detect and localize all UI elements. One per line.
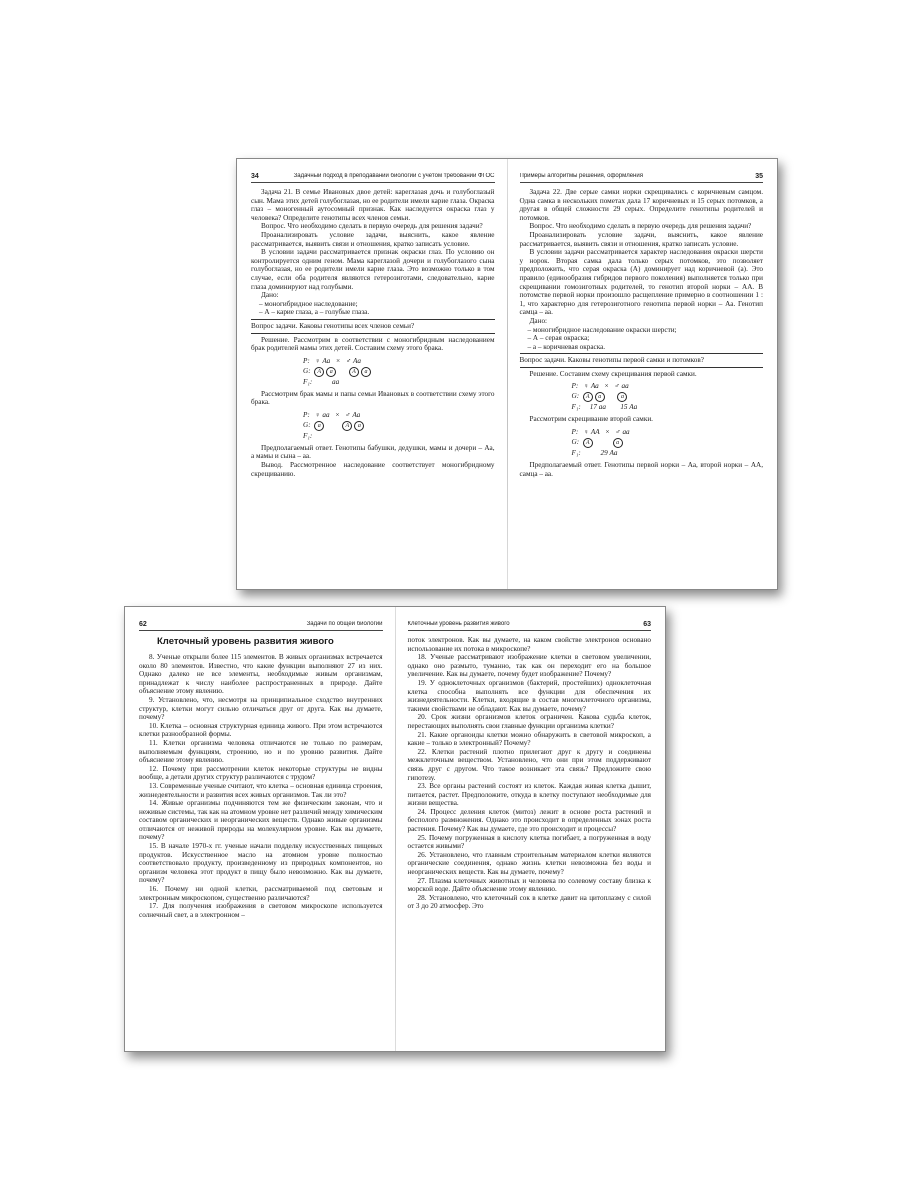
running-head-title: Клеточный уровень развития живого bbox=[407, 621, 510, 627]
page-34 bbox=[237, 159, 507, 589]
page-text bbox=[251, 188, 495, 478]
scheme-offspring: F₁: bbox=[303, 431, 313, 440]
task-question: Вопрос задачи. Каковы генотипы первой самки и потомков? bbox=[519, 356, 704, 365]
task-paragraph: 14. Живые организмы подчиняются тем же физическим законам, что и неживые системы, так как на атомном уровне нет различий между химическим составом органических и неорганических веществ. Однако живые организмы отличаются от неживой природы на молекулярном уровне. Как вы думаете, почему? bbox=[139, 799, 383, 842]
task-paragraph: 11. Клетки организма человека отличаются не только по размерам, выполняемым функциям, строению, но и по уровню развития. Дайте объяснение этому явлению. bbox=[139, 738, 383, 765]
task-paragraph: 8. Ученые открыли более 115 элементов. В живых организмах встречается около 80 элементов. Известно, что какие функции выполняют 27 из них. Однако далеко не все элементы, необходимые живым организмам, принадлежат к числу наиболее распространенных в природе. Дайте объяснение этому явлению. bbox=[139, 653, 383, 696]
scheme-parents: P: ♀ АА × ♂ аа bbox=[571, 428, 630, 437]
task-paragraph: Задача 22. Две серые самки норки скрещивались с коричневым самцом. Одна самка в нескольких пометах дала 17 коричневых и 15 серых потомков, а другая в общей сложности 29 серых. Определите генотипы родителей и потомков. bbox=[519, 188, 763, 222]
conclusion-paragraph: Вывод. Рассмотренное наследование соответствует моногибридному скрещиванию. bbox=[251, 461, 495, 478]
scheme-parents: P: ♀ аа × ♂ Аа bbox=[303, 410, 361, 419]
given-list bbox=[520, 326, 764, 352]
text-paragraph: Рассмотрим скрещивание второй самки. bbox=[529, 415, 653, 424]
task-paragraph: 24. Процесс деления клеток (митоз) лежит в основе роста растений и бесполого размножения. Однако это происходит в определенных зонах роста растения. Почему? Как вы думаете, где это происходит и процессы? bbox=[407, 807, 651, 834]
solution-paragraph: Решение. Составим схему скрещивания первой самки. bbox=[529, 369, 697, 378]
scheme-offspring: F₁: 17 аа 15 Аа bbox=[571, 403, 638, 412]
task-paragraph: 17. Для получения изображения в световом микроскопе используется солнечный свет, а в электронном – bbox=[139, 902, 383, 919]
task-paragraph: 18. Ученые рассматривают изображение клетки в световом увеличении, однако оно размыто, туманно, так как он переходит его на большое увеличение. Как вы думаете, почему будет изображение? Почему? bbox=[407, 653, 651, 679]
page-62 bbox=[125, 607, 395, 1051]
answer-paragraph: Предполагаемый ответ. Генотипы первой норки – Аа, второй норки – АА, самца – аа. bbox=[519, 461, 763, 478]
scheme-offspring: F₁: 29 Аа bbox=[571, 449, 618, 458]
page-text bbox=[139, 653, 383, 919]
task-paragraph: Задача 21. В семье Ивановых двое детей: кареглазая дочь и голубоглазый сын. Мама этих детей голубоглазая, но ее родители имели карие глаза. Окраска глаз – моногенный аутосомный признак. Как наследуется окраска глаз у человека? Определите генотипы всех членов семьи. bbox=[251, 188, 495, 222]
running-head-title: Задачи по общей биологии bbox=[306, 621, 383, 627]
task-paragraph: 22. Клетки растений плотно прилегают друг к другу и соединены межклеточным веществом. Установлено, что они при этом поддерживают связь друг с другом. Что такое возникает эта связь? Предложите свою гипотезу. bbox=[407, 747, 651, 782]
book-spread-top bbox=[236, 158, 778, 590]
task-paragraph: 21. Какие органоиды клетки можно обнаружить в световой микроскоп, а какие – только в электронный? Почему? bbox=[407, 730, 651, 748]
task-paragraph: 12. Почему при рассмотрении клеток некоторые структуры не видны вообще, а детали других структур различаются с трудом? bbox=[139, 764, 383, 782]
page-number: 62 bbox=[139, 621, 147, 628]
text-paragraph: Проанализировать условие задачи, выяснить, какое явление рассматривается, выявить связи и отношения, кратко записать условие. bbox=[519, 230, 763, 248]
task-paragraph: 16. Почему ни одной клетки, рассматриваемой под световым и электронным микроскопом, существенно различаются? bbox=[139, 885, 383, 902]
page-35 bbox=[508, 159, 778, 589]
scheme-parents: P: ♀ Аа × ♂ аа bbox=[571, 382, 629, 391]
answer-paragraph: Предполагаемый ответ. Генотипы бабушки, дедушки, мамы и дочери – Аа, а мамы и сына – аа. bbox=[251, 443, 495, 461]
task-paragraph: 10. Клетка – основная структурная единица живого. При этом встречаются клетки разнообразной формы. bbox=[139, 721, 383, 739]
given-item: – а – коричневая окраска. bbox=[528, 343, 764, 352]
divider bbox=[251, 319, 495, 320]
divider bbox=[520, 367, 764, 368]
text-paragraph: Рассмотрим брак мамы и папы семьи Ивановых в соответствии схему этого брака. bbox=[251, 389, 495, 407]
text-paragraph: В условии задачи рассматривается признак окраски глаз. По условию он контролируется одним геном. Мама кареглазой дочери и голубоглазого сына голубоглазая, но ее родители имели карие глаза. Это возможно только в том случае, если оба родителя являются гетерозиготами, следовательно, карие глаза доминируют над голубыми. bbox=[251, 248, 495, 291]
task-paragraph: 25. Почему погруженная в кислоту клетка погибает, а погруженная в воду остается живыми? bbox=[407, 833, 651, 851]
task-question: Вопрос задачи. Каковы генотипы всех членов семьи? bbox=[251, 321, 415, 330]
running-head bbox=[520, 173, 764, 183]
solution-paragraph: Решение. Рассмотрим в соответствии с моногибридным наследованием брак родителей мамы этих детей. Составим схему этого брака. bbox=[251, 335, 495, 353]
task-paragraph: 19. У одноклеточных организмов (бактерий, простейших) одноклеточная клетка способна выполнять все функции для обеспечения их жизнедеятельности. Клетки, входящие в состав многоклеточного организма, такими свойствами не обладают. Как вы думаете, почему? bbox=[407, 678, 651, 713]
given-label: Дано: bbox=[529, 316, 548, 325]
task-paragraph: 23. Все органы растений состоят из клеток. Каждая живая клетка дышит, питается, растет. Предположите, откуда в клетку поступают необходимые для жизни вещества. bbox=[407, 782, 651, 808]
task-paragraph: 28. Установлено, что клеточный сок в клетке давит на цитоплазму с силой от 3 до 20 атмосфер. Это bbox=[407, 893, 651, 911]
running-head-title: Задачный подход в преподавании биологии с учетом требований ФГОС bbox=[293, 173, 495, 179]
task-paragraph: 13. Современные ученые считают, что клетка – основная единица строения, жизнедеятельности и развития всех живых организмов. Так ли это? bbox=[139, 781, 383, 799]
cross-scheme bbox=[572, 427, 764, 458]
divider bbox=[520, 353, 764, 354]
scheme-gametes: G: А а bbox=[572, 437, 764, 448]
running-head bbox=[251, 173, 495, 183]
page-number: 35 bbox=[755, 173, 763, 180]
text-paragraph: Проанализировать условие задачи, выяснить, какое явление рассматривается, выявить связи и отношения, кратко записать условие. bbox=[251, 230, 495, 248]
task-paragraph: 27. Плазма клеточных животных и человека по солевому составу близка к морской воде. Дайте объяснение этому явлению. bbox=[407, 876, 651, 894]
page-number: 63 bbox=[643, 621, 651, 628]
scheme-gametes: G: А а А а bbox=[303, 366, 495, 377]
given-item: – моногибридное наследование; bbox=[259, 300, 495, 309]
task-paragraph: 26. Установлено, что главным строительным материалом клетки являются органические соединения, однако жизнь клетки невозможна без воды и неорганических веществ. Как вы думаете, почему? bbox=[407, 850, 651, 877]
divider bbox=[251, 333, 495, 334]
task-paragraph: 15. В начале 1970-х гг. ученые начали подделку искусственных пищевых продуктов. Искусственное масло на атомном уровне полностью соответствовало продукту, произведенному из природных компонентов, но организм человека этот продукт в пищу было невозможно. Как вы думаете, почему? bbox=[139, 842, 383, 885]
page-number: 34 bbox=[251, 173, 259, 180]
scheme-offspring: F₁: аа bbox=[303, 377, 340, 386]
question-paragraph: Вопрос. Что необходимо сделать в первую очередь для решения задачи? bbox=[261, 222, 483, 231]
text-paragraph: В условии задачи рассматривается характер наследования окраски шерсти у норок. Вторая самка дала только серых потомков, это позволяет предположить, что серая окраска (А) доминирует над коричневой (а). Это правило (единообразия гибридов первого поколения) выполняется только при скрещивании гомозиготных родителей, то генотип второй норки – АА. В потомстве первой норки произошло расщепление примерно в соотношении 1 : 1, что характерно для гетерозиготного генотипа первой норки – Аа. Генотип самца – аа. bbox=[519, 248, 763, 317]
scheme-gametes: G: а А а bbox=[303, 420, 495, 431]
cross-scheme bbox=[303, 356, 495, 387]
running-head-title: Примеры алгоритмы решения, оформления bbox=[519, 173, 643, 179]
given-item: – А – серая окраска; bbox=[528, 334, 764, 343]
task-paragraph: 9. Установлено, что, несмотря на принципиальное сходство внутренних структур, клетки могут сильно отличаться друг от друга. Как вы думаете, почему? bbox=[139, 695, 383, 722]
given-list bbox=[251, 300, 495, 317]
given-item: – моногибридное наследование окраски шерсти; bbox=[528, 326, 764, 335]
page-text bbox=[408, 636, 652, 911]
continued-paragraph: поток электронов. Как вы думаете, на каком свойстве электронов основано использование их потока в микроскопе? bbox=[407, 636, 651, 653]
task-paragraph: 20. Срок жизни организмов клеток ограничен. Какова судьба клеток, перестающих выполнять свои главные функции организма клетки? bbox=[407, 713, 651, 730]
book-spread-bottom bbox=[124, 606, 666, 1052]
scheme-parents: P: ♀ Аа × ♂ Аа bbox=[303, 356, 361, 365]
given-item: – А – карие глаза, а – голубые глаза. bbox=[259, 308, 495, 317]
running-head bbox=[139, 621, 383, 631]
page-text bbox=[520, 188, 764, 478]
cross-scheme bbox=[303, 410, 495, 441]
chapter-title: Клеточный уровень развития живого bbox=[157, 636, 334, 647]
given-label: Дано: bbox=[261, 291, 279, 300]
question-paragraph: Вопрос. Что необходимо сделать в первую очередь для решения задачи? bbox=[529, 222, 752, 231]
scheme-gametes: G: А а а bbox=[572, 391, 764, 402]
running-head bbox=[408, 621, 652, 631]
page-63 bbox=[396, 607, 666, 1051]
cross-scheme bbox=[572, 381, 764, 412]
